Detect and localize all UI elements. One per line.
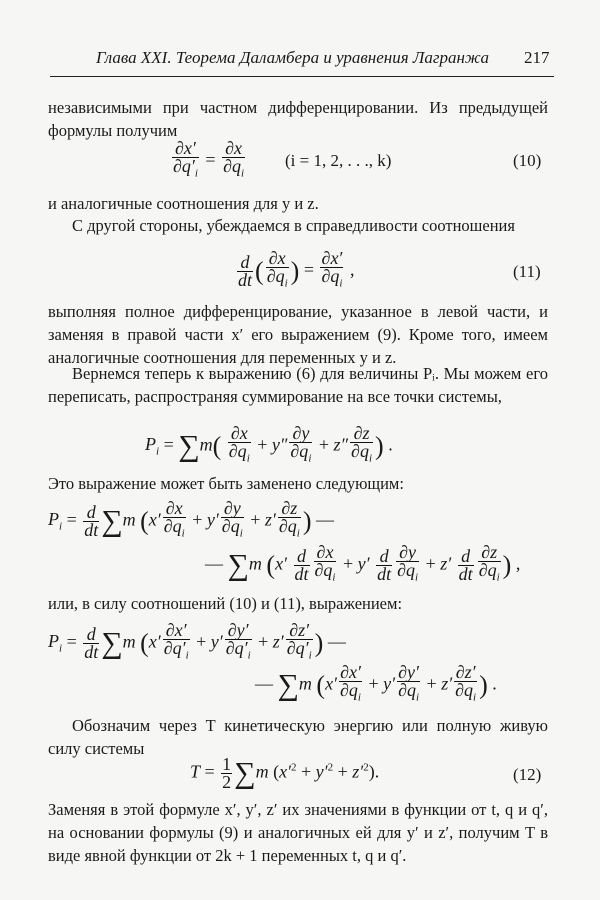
paragraph-2: и аналогичные соотношения для y и z. [48, 194, 319, 213]
header-rule [50, 76, 554, 77]
equation-pi-final-2: — ∑m (x′ $\frac{\partial x'}{\partial q_i}$ + y′ $\frac{\partial y'}{\partial q_i}$ + z′ $\frac{\partial z'}{\partial q_i}$ ) . [255, 664, 497, 707]
paragraph-5: Вернемся теперь к выражению (6) для величины Pᵢ. Мы можем его переписать, распространяя суммирование на все точки системы, [48, 364, 548, 406]
equation-11: $\frac{d}{dt}$ ( $\frac{\partial x}{\partial q_i}$ ) = $\frac{\partial x'}{\partial q_i}$ , [235, 250, 354, 293]
paragraph-4: выполняя полное дифференцирование, указанное в левой части, и заменяя в правой части x′ его выражением (9). Кроме того, имеем аналогичные соотношения для переменных y и z. [48, 302, 548, 367]
running-title: Глава XXI. Теорема Даламбера и уравнения Лагранжа [96, 48, 490, 67]
equation-10-range: (i = 1, 2, . . ., k) [285, 151, 392, 170]
equation-10: $\frac{\partial x'}{\partial q'_i}$ = $\frac{\partial x}{\partial q_i}$ [170, 140, 247, 183]
equation-12: T = $\frac{1}{2}$ ∑m $(x'^2 + y'^2 + z'^2)$. [190, 754, 380, 792]
equation-pi-expanded-2: — ∑m (x′ $\frac{d}{dt}$ $\frac{\partial x}{\partial q_i}$ + y′ $\frac{d}{dt}$ $\frac{\partial y}{\partial q_i}$ + z′ $\frac{d}{dt}$ $\frac{\partial z}{\partial q_i}$ ) , [205, 544, 520, 587]
equation-10-label: (10) [513, 151, 542, 170]
equation-11-label: (11) [513, 262, 541, 281]
paragraph-6: Это выражение может быть заменено следующим: [48, 474, 404, 493]
paragraph-3: С другой стороны, убеждаемся в справедливости соотношения [72, 216, 515, 235]
equation-12-label: (12) [513, 765, 542, 784]
paragraph-8: Обозначим через T кинетическую энергию или полную живую силу системы [48, 716, 548, 758]
page-number: 217 [524, 48, 550, 67]
equation-pi-expanded-1: $P_i$ = $\frac{d}{dt}$ ∑m (x′ $\frac{\partial x}{\partial q_i}$ + y′ $\frac{\partial y}{\partial q_i}$ + z′ $\frac{\partial z}{\partial q_i}$ ) — [48, 500, 334, 543]
equation-pi-sum: $P_i = \sum m$( $\frac{\partial x}{\partial q_i}$ + y″ $\frac{\partial y}{\partial q_i}$ + z″ $\frac{\partial z}{\partial q_i}$ ) . [145, 425, 393, 468]
equation-pi-final-1: $P_i$ = $\frac{d}{dt}$ ∑m (x′ $\frac{\partial x'}{\partial q'_i}$ + y′ $\frac{\partial y'}{\partial q'_i}$ + z′ $\frac{\partial z'}{\partial q'_i}$ ) — [48, 622, 346, 665]
paragraph-7: или, в силу соотношений (10) и (11), выражением: [48, 594, 403, 613]
paragraph-9: Заменяя в этой формуле x′, y′, z′ их значениями в функции от t, q и q′, на основании формулы (9) и аналогичных ей для y′ и z′, получим T в виде явной функции от 2k + 1 переменных t, q и q′. [48, 800, 548, 865]
paragraph-1: независимыми при частном дифференцировании. Из предыдущей формулы получим [48, 98, 548, 140]
